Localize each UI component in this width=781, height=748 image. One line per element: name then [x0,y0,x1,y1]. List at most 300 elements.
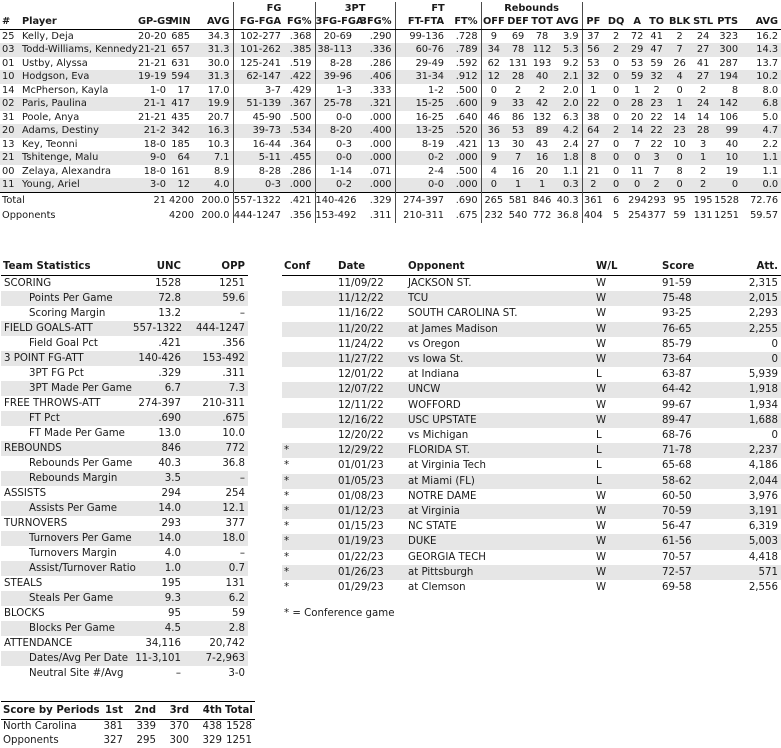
stat-cell: 33 [511,98,525,109]
game-attendance: 5,939 [748,369,778,381]
game-row [282,398,781,413]
stat-cell: 15-25 [395,97,447,111]
stat-cell: 8 [582,151,604,165]
stat-cell: 53 [582,57,604,71]
unc-value: 72.8 [158,293,181,304]
row-label: Opponents [2,209,56,221]
stat-label: Turnovers Margin [29,548,117,559]
stat-cell: 9.2 [563,57,579,69]
stat-cell: 0-0 [315,151,355,165]
column-header: 3rd [159,702,192,720]
stat-cell: 29-49 [395,57,447,71]
stat-cell: .400 [369,125,392,136]
stat-cell: .534 [289,125,312,136]
stat-cell: 22 [650,111,663,123]
stat-cell: 27 [696,44,710,55]
game-date: 12/01/22 [338,369,384,381]
column-header: FT-FTA [395,15,447,29]
opp-value: .675 [222,413,245,424]
stat-cell: 10.2 [756,71,779,82]
game-result: L [596,460,602,472]
stat-cell: 20 [630,111,644,123]
stat-cell: 125-241 [233,57,284,71]
unc-value: 14.0 [158,503,181,514]
opp-value: 6.2 [228,593,245,604]
periods-header-row [1,702,255,720]
stat-label: TURNOVERS [4,518,68,529]
stat-cell: 19 [725,165,739,177]
stat-cell: 0 [612,57,620,69]
game-row [282,534,781,549]
stat-cell: 16-25 [395,111,447,125]
stat-row [1,621,248,636]
stat-cell: 21-21 [138,44,167,55]
stat-cell: 0 [612,111,620,123]
stat-row [1,291,248,306]
opp-value: 10.0 [222,428,245,439]
game-row [282,580,781,595]
stat-cell: 00 [2,165,15,177]
conf-flag [282,367,336,382]
stat-cell: 10 [2,71,15,82]
stat-cell: 8.9 [213,165,230,177]
game-opponent: FLORIDA ST. [408,445,470,457]
stat-cell: 3 [699,138,707,150]
player-row [0,84,781,98]
game-attendance: 3,191 [748,506,778,518]
stat-cell: 13.7 [756,57,779,69]
column-header: OFF [482,16,505,27]
conf-flag: * [284,521,290,533]
opp-value: 0.7 [228,563,245,574]
game-row [282,428,781,443]
stat-row [1,531,248,546]
stat-row [1,336,248,351]
stat-cell: 31.3 [207,71,230,82]
unc-value: 11-3,101 [135,653,181,664]
schedule-section [282,258,781,619]
opp-value: 12.1 [222,503,245,514]
player-row [0,70,781,84]
stat-cell: 62-147 [233,70,284,84]
player-row [0,178,781,192]
stat-cell: 78 [535,30,549,42]
stat-cell: 8-28 [315,57,355,71]
game-date: 12/29/22 [338,445,384,457]
game-date: 12/16/22 [338,414,384,426]
stat-cell: 12 [177,179,190,190]
stat-cell: 59 [630,71,644,82]
stat-cell: 404 [584,209,603,221]
stat-cell: 131 [693,209,713,221]
stat-cell: 0 [612,165,620,177]
unc-value: 34,116 [145,638,181,649]
period-value: 300 [169,734,189,746]
stat-cell: 435 [171,111,190,123]
unc-value: 1528 [155,278,181,289]
game-attendance: 571 [758,566,778,578]
stat-cell: 47 [650,44,663,55]
stat-cell: .000 [369,138,392,150]
stat-cell: 1-2 [395,84,447,98]
opp-value: 444-1247 [195,323,245,334]
game-date: 01/26/23 [338,566,384,578]
stat-cell: .000 [455,179,478,190]
column-header: Att. [736,258,781,276]
stat-cell: 2-4 [395,165,447,179]
stat-cell: 0 [481,84,506,98]
stat-cell: 24 [696,98,710,109]
stat-cell: 657 [171,44,190,55]
column-header: MIN [169,15,193,29]
stat-row [1,501,248,516]
game-attendance: 2,237 [748,445,778,457]
game-result: L [596,369,602,381]
stat-cell: 14 [2,84,15,96]
stat-cell: 2 [538,84,546,96]
stat-cell: 59 [650,57,663,69]
stat-cell: 0 [633,179,641,190]
group-header-row [0,2,781,15]
stat-cell: 27 [696,71,710,82]
stat-cell: 4.7 [762,125,779,136]
stat-row [1,546,248,561]
stat-cell: .368 [289,30,312,42]
stat-cell: 3.9 [563,30,579,42]
opp-value: .356 [222,338,245,349]
stat-cell: 0 [676,152,683,163]
stat-cell: 22 [650,138,663,150]
team-stats-section [1,258,251,681]
player-row [0,57,781,71]
game-opponent: WOFFORD [408,399,461,411]
game-attendance: 1,934 [748,399,778,411]
game-attendance: 1,918 [748,384,778,396]
game-score: 70-59 [662,506,692,518]
game-score: 65-68 [662,460,692,472]
unc-value: – [175,668,181,679]
unc-value: 195 [161,578,181,589]
period-value: 329 [202,734,222,746]
player-name: Adams, Destiny [22,125,99,136]
stat-cell: 254 [628,209,647,221]
stat-cell: 2 [612,44,620,55]
stat-label: BLOCKS [4,608,45,619]
game-result: W [596,338,607,350]
game-opponent: JACKSON ST. [408,278,472,289]
stat-label: Rebounds Per Game [29,458,133,469]
stat-cell: 265 [481,192,506,208]
stat-cell: 557-1322 [233,192,284,208]
stat-cell: 102-277 [233,29,284,43]
score-by-periods-table [1,701,255,748]
stat-cell: .000 [369,179,392,190]
stat-cell: .421 [284,192,315,208]
game-score: 73-64 [662,354,692,366]
opp-value: 7-2,963 [205,653,245,664]
stat-cell: 1528 [714,192,741,208]
game-opponent: vs Iowa St. [408,354,464,366]
stat-row [1,306,248,321]
stat-cell: 16.2 [756,30,779,42]
stat-cell: 140-426 [315,192,355,208]
stat-cell: 02 [2,98,15,109]
stat-cell: 4 [676,71,683,82]
game-opponent: UNCW [408,384,441,396]
stat-cell: 1.1 [563,165,579,177]
game-opponent: vs Oregon [408,338,460,350]
stat-cell: 7 [514,152,522,163]
conf-flag [282,291,336,306]
stat-cell: 2 [582,178,604,192]
game-attendance: 3,976 [748,490,778,502]
unc-value: 13.2 [158,308,181,319]
game-row [282,443,781,458]
conf-flag [282,306,336,321]
stat-label: 3PT FG Pct [29,368,84,379]
stat-label: Assist/Turnover Ratio [29,563,136,574]
stat-cell: 1-3 [315,84,355,98]
opp-value: – [239,308,245,319]
stat-cell: 38 [582,111,604,125]
stat-cell: .789 [455,44,478,55]
stat-label: ATTENDANCE [4,638,73,649]
game-opponent: at Miami (FL) [408,475,475,487]
conf-flag: * [284,445,290,457]
team-stats-title: Team Statistics [1,258,133,276]
stat-cell: 21-1 [143,98,166,109]
stat-cell: 28 [630,98,644,109]
stat-cell: 1 [514,179,522,190]
stat-cell: 10 [673,138,686,150]
game-score: 68-76 [662,430,692,442]
stat-cell: 56 [582,43,604,57]
opp-value: 1251 [219,278,245,289]
player-name: Todd-Williams, Kennedy [22,44,138,55]
game-date: 01/08/23 [338,490,384,502]
stat-cell: .364 [289,138,312,150]
stat-cell: 42 [535,98,549,109]
stat-cell: 21-21 [138,111,167,123]
stat-cell: .429 [289,84,312,96]
stat-cell: 342 [171,125,190,136]
stat-cell: 232 [481,208,506,223]
stat-cell: 5.3 [563,44,579,55]
game-result: W [596,323,607,335]
stat-cell: 846 [530,192,554,208]
unc-value: .329 [158,368,181,379]
unc-value: 846 [161,443,181,454]
stat-label: Field Goal Pct [29,338,98,349]
stat-cell: 4200 [169,192,193,208]
game-result: W [596,354,607,366]
stat-cell: 99 [725,125,739,136]
stat-row [1,636,248,651]
stat-cell: 4.0 [213,179,230,190]
opp-value: 772 [225,443,245,454]
stat-row [1,396,248,411]
unc-value: .690 [158,413,181,424]
game-score: 64-42 [662,384,692,396]
unc-value: 1.0 [164,563,181,574]
team-stats-table [1,258,248,681]
team-stats-header-row [1,258,248,276]
stat-cell: .000 [369,111,392,123]
stat-cell: 36.8 [556,209,579,221]
game-attendance: 2,293 [748,308,778,320]
opp-value: 2.8 [228,623,245,634]
stat-cell: .333 [369,84,392,96]
column-header: A [628,15,646,29]
stat-cell: 2.4 [563,138,579,150]
stat-cell: 7 [676,44,683,55]
column-header: AVG [193,15,233,29]
game-result: W [596,278,607,289]
stat-cell: .290 [369,30,392,42]
column-header: DEF [507,16,529,27]
game-score: 99-67 [662,399,692,411]
stat-cell: 0 [612,179,620,190]
game-result: W [596,551,607,563]
stat-cell: 142 [719,98,739,109]
game-score: 63-87 [662,369,692,381]
unc-value: 557-1322 [133,323,183,334]
column-header: Score by Periods [1,702,93,720]
stat-label: Turnovers Per Game [29,533,132,544]
stat-cell: 8-19 [395,138,447,152]
stat-cell: 294 [628,192,646,208]
stat-cell: 106 [719,111,739,123]
stat-cell: 1-14 [315,165,355,179]
stat-cell: 10 [725,152,739,163]
game-result: W [596,490,607,502]
conf-flag [282,337,336,352]
period-value: 381 [103,721,123,732]
stat-label: ASSISTS [4,488,47,499]
conf-flag [282,398,336,413]
game-row [282,413,781,428]
stat-cell: 39-73 [233,124,284,138]
opp-value: 7.3 [228,383,245,394]
opp-value: 18.0 [222,533,245,544]
team-label: Opponents [3,734,59,746]
stat-cell [138,208,169,223]
game-date: 12/07/22 [338,384,384,396]
stat-cell: 0-0 [315,111,355,125]
column-header: Conf [282,258,336,276]
stat-cell: 8 [676,165,683,177]
stat-cell: .321 [369,98,392,109]
column-header: AVG [554,15,582,29]
column-header: 3FG% [355,15,395,29]
spacer [582,2,781,15]
player-row [0,151,781,165]
stat-cell: 20-20 [138,30,167,42]
game-row [282,458,781,473]
rebounds-group-header: Rebounds [481,2,582,15]
stat-cell: 27 [582,138,604,152]
stat-cell: 25-78 [315,97,355,111]
stat-row [1,411,248,426]
stat-cell: 23 [673,125,686,136]
stat-cell: 8-20 [315,124,355,138]
stat-cell: 17.0 [207,84,230,96]
stat-cell: 36 [481,124,506,138]
stat-cell: 16-44 [233,138,284,152]
stat-cell: 26 [673,57,686,69]
game-opponent: vs Michigan [408,430,469,442]
stat-cell: 53 [630,57,644,69]
game-attendance: 2,315 [748,278,778,289]
column-header: 1st [93,702,126,720]
column-header: FG% [284,15,315,29]
unc-value: 140-426 [138,353,181,364]
ft-group-header: FT [395,2,481,15]
game-result: W [596,536,607,548]
stat-cell: 0.3 [563,179,579,190]
stat-cell: 1.1 [762,152,779,163]
player-row [0,43,781,57]
period-value: 1528 [226,721,252,732]
stat-row [1,426,248,441]
stat-cell: 7 [653,165,660,177]
game-date: 01/05/23 [338,475,384,487]
game-opponent: at Indiana [408,369,460,381]
unc-value: 293 [161,518,181,529]
stat-label: FREE THROWS-ATT [4,398,101,409]
game-result: W [596,293,607,305]
stat-cell: 18-0 [143,138,166,150]
game-date: 01/29/23 [338,582,384,594]
stat-label: 3PT Made Per Game [29,383,132,394]
game-result: W [596,308,607,320]
stat-cell: 95 [667,192,692,208]
stat-cell: .519 [289,57,312,69]
stat-cell: 274-397 [395,192,447,208]
unc-value: 4.5 [164,623,181,634]
stat-row [1,516,248,531]
player-row [0,124,781,138]
game-score: 56-47 [662,521,692,533]
conf-flag: * [284,551,290,563]
game-date: 12/20/22 [338,430,384,442]
conf-flag: * [284,490,290,502]
stat-cell: 0 [676,84,683,96]
stat-cell: 193 [532,57,552,69]
conf-flag [282,322,336,337]
stat-cell: .367 [289,98,312,109]
opp-value: 210-311 [202,398,245,409]
game-date: 01/01/23 [338,460,384,472]
stat-cell: .421 [455,138,478,150]
player-name: Kelly, Deja [22,30,74,42]
stat-row [1,666,248,681]
stat-cell: 0 [612,84,620,96]
stat-cell: 2.1 [563,71,579,82]
conf-flag: * [284,475,290,487]
game-attendance: 6,319 [748,521,778,533]
game-row [282,565,781,580]
stat-cell: 24 [696,30,710,42]
game-score: 93-25 [662,308,692,320]
stat-cell: 161 [171,165,190,177]
stat-cell: 153-492 [315,209,357,221]
opp-value: .311 [222,368,245,379]
stat-cell: 4200 [169,209,194,221]
stat-row [1,456,248,471]
stat-cell: 72.76 [741,192,781,208]
stat-cell: 21 [582,165,604,179]
